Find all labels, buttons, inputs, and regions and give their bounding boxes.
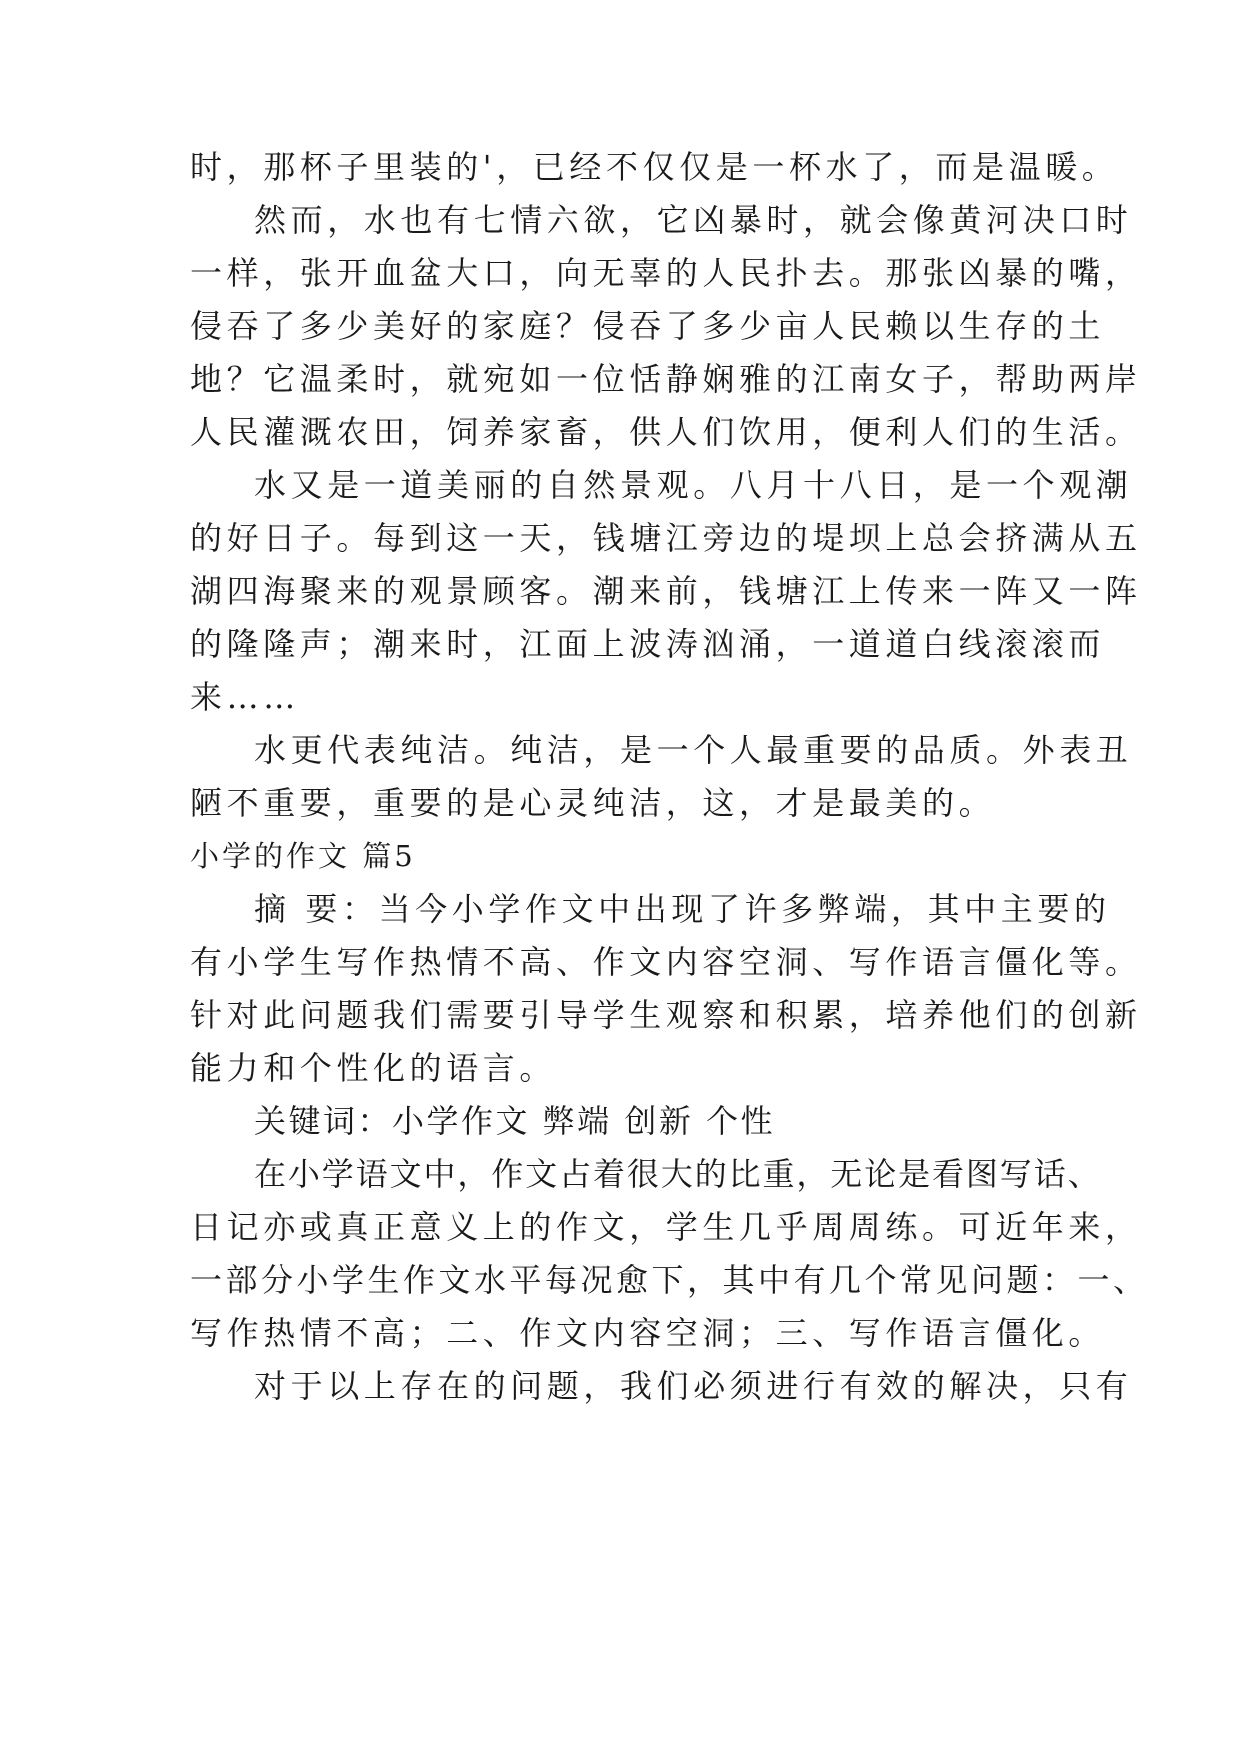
paragraph-line: 人民灌溉农田，饲养家畜，供人们饮用，便利人们的生活。 — [190, 413, 1142, 451]
paragraph-line: 的好日子。每到这一天，钱塘江旁边的堤坝上总会挤满从五 — [190, 519, 1142, 557]
paragraph-line: 地？它温柔时，就宛如一位恬静娴雅的江南女子，帮助两岸 — [190, 360, 1142, 398]
keywords-line: 关键词：小学作文 弊端 创新 个性 — [254, 1102, 776, 1140]
paragraph-line: 针对此问题我们需要引导学生观察和积累，培养他们的创新 — [190, 996, 1142, 1034]
paragraph-line: 对于以上存在的问题，我们必须进行有效的解决，只有 — [254, 1367, 1133, 1405]
paragraph-line: 能力和个性化的语言。 — [190, 1049, 557, 1087]
paragraph-line: 来…… — [190, 678, 300, 716]
paragraph-line: 一部分小学生作文水平每况愈下，其中有几个常见问题：一、 — [190, 1261, 1149, 1299]
paragraph-line: 日记亦或真正意义上的作文，学生几乎周周练。可近年来， — [190, 1208, 1142, 1246]
paragraph-line: 的隆隆声；潮来时，江面上波涛汹涌，一道道白线滚滚而 — [190, 625, 1106, 663]
paragraph-line: 写作热情不高；二、作文内容空洞；三、写作语言僵化。 — [190, 1314, 1106, 1352]
paragraph-line: 湖四海聚来的观景顾客。潮来前，钱塘江上传来一阵又一阵 — [190, 572, 1142, 610]
section-heading: 小学的作文 篇5 — [190, 839, 416, 873]
paragraph-line: 摘 要：当今小学作文中出现了许多弊端，其中主要的 — [254, 890, 1111, 928]
paragraph-line: 陋不重要，重要的是心灵纯洁，这，才是最美的。 — [190, 784, 996, 822]
paragraph-line: 一样，张开血盆大口，向无辜的人民扑去。那张凶暴的嘴， — [190, 254, 1142, 292]
paragraph-line: 侵吞了多少美好的家庭？侵吞了多少亩人民赖以生存的土 — [190, 307, 1106, 345]
paragraph-line: 水又是一道美丽的自然景观。八月十八日，是一个观潮 — [254, 466, 1133, 504]
paragraph-line: 水更代表纯洁。纯洁，是一个人最重要的品质。外表丑 — [254, 731, 1133, 769]
paragraph-line: 在小学语文中，作文占着很大的比重，无论是看图写话、 — [254, 1155, 1102, 1193]
paragraph-line: 然而，水也有七情六欲，它凶暴时，就会像黄河决口时 — [254, 201, 1133, 239]
paragraph-line: 有小学生写作热情不高、作文内容空洞、写作语言僵化等。 — [190, 943, 1142, 981]
paragraph-line: 时，那杯子里装的'，已经不仅仅是一杯水了，而是温暖。 — [190, 148, 1119, 186]
